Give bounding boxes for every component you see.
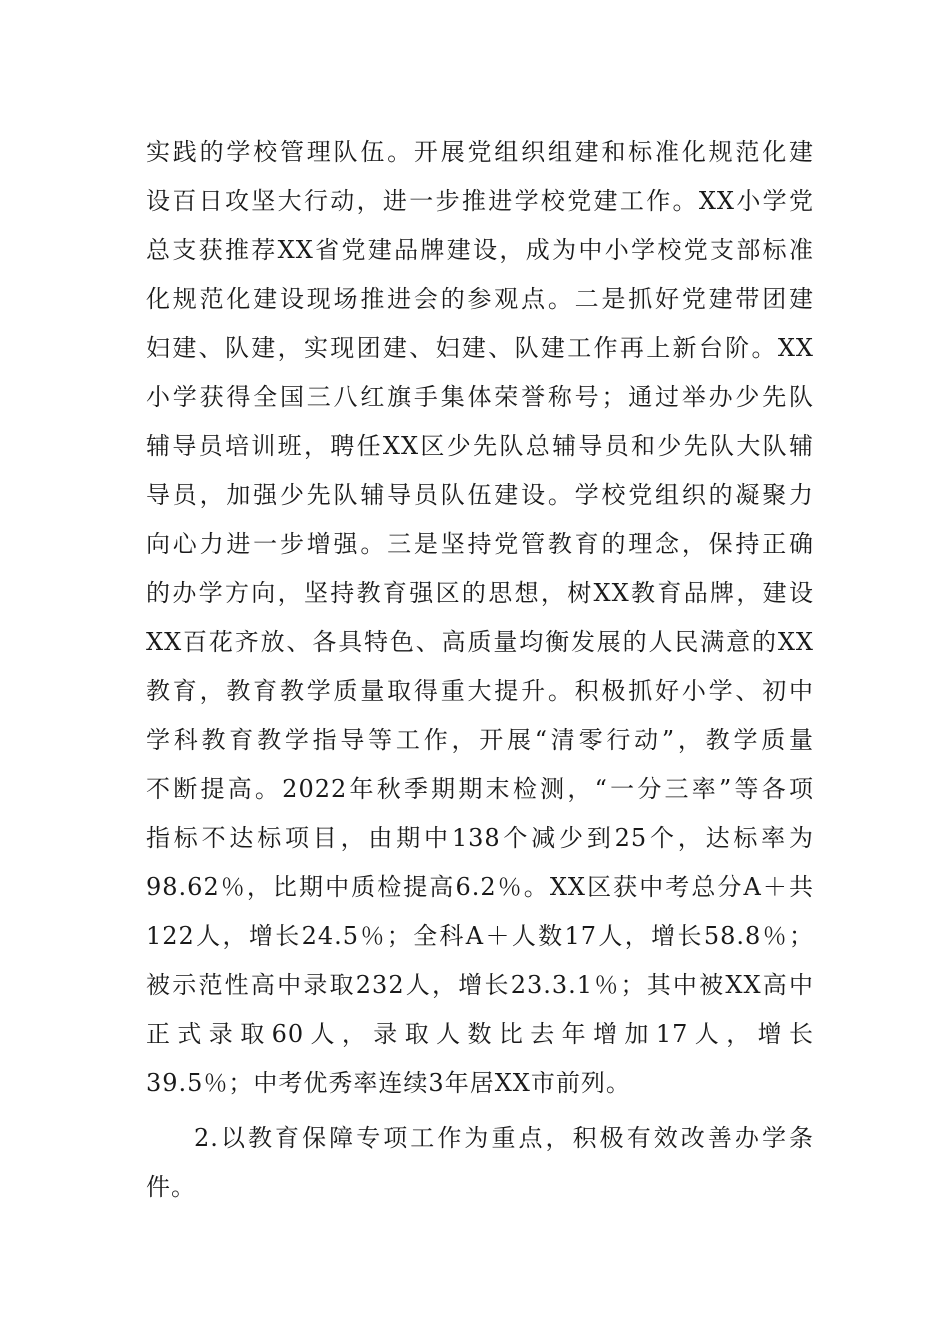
text-line: 总支获推荐XX省党建品牌建设，成为中小学校党支部标准 xyxy=(146,236,814,264)
paragraph-1 xyxy=(146,128,814,1108)
text-line: 化规范化建设现场推进会的参观点。二是抓好党建带团建 xyxy=(146,285,814,313)
text-line: 指标不达标项目，由期中138个减少到25个，达标率为 xyxy=(146,824,814,852)
text-line: XX百花齐放、各具特色、高质量均衡发展的人民满意的XX xyxy=(146,628,814,656)
text-line: 小学获得全国三八红旗手集体荣誉称号；通过举办少先队 xyxy=(146,383,814,411)
text-line: 件。 xyxy=(146,1173,196,1201)
text-line: 导员，加强少先队辅导员队伍建设。学校党组织的凝聚力 xyxy=(146,481,814,509)
text-line: 设百日攻坚大行动，进一步推进学校党建工作。XX小学党 xyxy=(146,187,814,215)
text-line: 98.62％，比期中质检提高6.2％。XX区获中考总分A＋共 xyxy=(146,873,814,901)
text-line: 2.以教育保障专项工作为重点，积极有效改善办学条 xyxy=(194,1124,814,1152)
text-line: 向心力进一步增强。三是坚持党管教育的理念，保持正确 xyxy=(146,530,814,558)
text-line: 的办学方向，坚持教育强区的思想，树XX教育品牌，建设 xyxy=(146,579,814,607)
document-body xyxy=(146,128,814,1212)
text-line: 正式录取60人，录取人数比去年增加17人，增长 xyxy=(146,1020,814,1048)
text-line: 实践的学校管理队伍。开展党组织组建和标准化规范化建 xyxy=(146,138,814,166)
text-line: 被示范性高中录取232人，增长23.3.1％；其中被XX高中 xyxy=(146,971,814,999)
text-line: 学科教育教学指导等工作，开展“清零行动”，教学质量 xyxy=(146,726,814,754)
paragraph-2 xyxy=(146,1114,814,1212)
text-line: 39.5％；中考优秀率连续3年居XX市前列。 xyxy=(146,1069,631,1097)
text-line: 不断提高。2022年秋季期期末检测，“一分三率”等各项 xyxy=(146,775,814,803)
text-line: 妇建、队建，实现团建、妇建、队建工作再上新台阶。XX xyxy=(146,334,814,362)
text-line: 122人，增长24.5％；全科A＋人数17人，增长58.8％； xyxy=(146,922,814,950)
text-line: 辅导员培训班，聘任XX区少先队总辅导员和少先队大队辅 xyxy=(146,432,814,460)
text-line: 教育，教育教学质量取得重大提升。积极抓好小学、初中 xyxy=(146,677,814,705)
